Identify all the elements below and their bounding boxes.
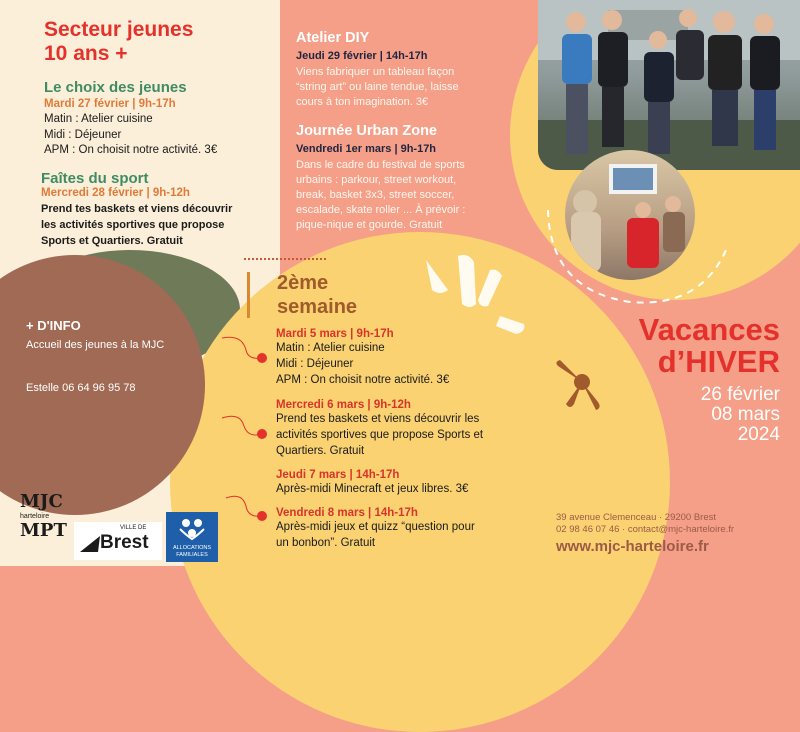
choix-line: Midi : Déjeuner	[44, 128, 122, 141]
brest-mark-icon	[78, 530, 102, 554]
decorative-bullets	[218, 330, 278, 560]
sport-heading: Faîtes du sport	[41, 170, 149, 187]
info-title: + D'INFO	[26, 318, 81, 333]
vacances-date-start: 26 février	[700, 384, 780, 405]
decorative-dashed-arc	[540, 140, 740, 310]
contact-block	[556, 512, 734, 536]
contact-address: 39 avenue Clemenceau · 29200 Brest	[556, 512, 717, 523]
urban-line: Dans le cadre du festival de sports	[296, 159, 465, 171]
urban-line: pique-nique et gourde. Gratuit	[296, 219, 443, 231]
choix-date: Mardi 27 février | 9h-17h	[44, 98, 176, 110]
urban-line: urbains : parkour, street workout,	[296, 174, 457, 186]
atelier-title: Atelier DIY	[296, 30, 370, 46]
event-date: Mardi 5 mars | 9h-17h	[276, 328, 394, 340]
atelier-date: Jeudi 29 février | 14h-17h	[296, 50, 428, 62]
sport-block	[41, 170, 279, 249]
vacances-title	[560, 314, 780, 378]
bullet-dot-icon	[257, 511, 267, 521]
week2-event	[276, 507, 526, 551]
info-subtitle: Accueil des jeunes à la MJC	[26, 339, 165, 351]
event-line: Après-midi jeux et quizz “question pour	[276, 521, 475, 533]
week2-event	[276, 469, 526, 497]
vacances-title-line2: d’HIVER	[657, 344, 780, 379]
week2-event	[276, 328, 526, 388]
brest-logo-text: Brest	[100, 532, 149, 553]
decorative-bar	[247, 272, 250, 318]
caf-logo-line1: ALLOCATIONS	[172, 545, 212, 551]
event-line: Quartiers. Gratuit	[276, 445, 365, 457]
atelier-line: cours à ton imagination. 3€	[296, 96, 429, 108]
event-date: Vendredi 8 mars | 14h-17h	[276, 507, 418, 519]
decorative-dotted-line	[244, 258, 326, 260]
urban-date: Vendredi 1er mars | 9h-17h	[296, 143, 437, 155]
info-phone: Estelle 06 64 96 95 78	[26, 382, 136, 394]
website-link[interactable]: www.mjc-harteloire.fr	[556, 538, 709, 555]
caf-logo-line2: FAMILIALES	[176, 552, 208, 558]
caf-family-icon	[176, 515, 208, 543]
section-title	[44, 18, 274, 66]
caf-logo	[166, 512, 218, 562]
vacances-title-line1: Vacances	[638, 312, 780, 347]
brest-logo-small: VILLE DE	[120, 525, 147, 531]
mjc-logo-top: MJC	[20, 491, 63, 512]
brest-logo	[74, 522, 162, 560]
event-line: APM : On choisit notre activité. 3€	[276, 374, 450, 386]
event-line: Matin : Atelier cuisine	[276, 342, 385, 354]
sport-line: Sports et Quartiers. Gratuit	[41, 235, 183, 247]
event-date: Mercredi 6 mars | 9h-12h	[276, 399, 411, 411]
event-line: activités sportives que propose Sports et	[276, 429, 484, 441]
week2-title-line2: semaine	[277, 296, 358, 318]
section-title-line2: 10 ans +	[44, 42, 128, 65]
contact-phone-email: 02 98 46 07 46 · contact@mjc-harteloire.fr	[556, 524, 735, 535]
choix-line: Matin : Atelier cuisine	[44, 113, 153, 125]
vacances-year: 2024	[737, 424, 780, 445]
bullet-dot-icon	[257, 353, 267, 363]
section-title-line1: Secteur jeunes	[44, 18, 194, 41]
urban-description	[296, 158, 516, 233]
vacances-dates	[590, 385, 780, 445]
mjc-logo	[20, 492, 72, 562]
event-date: Jeudi 7 mars | 14h-17h	[276, 469, 400, 481]
caf-logo-text	[167, 545, 217, 559]
choix-block	[44, 79, 279, 159]
choix-line: APM : On choisit notre activité. 3€	[44, 144, 218, 156]
atelier-description	[296, 65, 496, 110]
decorative-drops-icon	[418, 250, 528, 340]
bullet-dot-icon	[257, 429, 267, 439]
sport-line: les activités sportives que propose	[41, 219, 225, 231]
event-line: Midi : Déjeuner	[276, 358, 354, 370]
mjc-logo-bottom: MPT	[20, 520, 67, 541]
week2-title-line1: 2ème	[277, 272, 329, 294]
urban-line: break, basket 3x3, street soccer,	[296, 189, 455, 201]
sport-line: Prend tes baskets et viens découvrir	[41, 203, 233, 215]
urban-line: escalade, skate roller ... À prévoir :	[296, 204, 466, 216]
atelier-line: Viens fabriquer un tableau façon	[296, 66, 455, 78]
vacances-date-end: 08 mars	[711, 404, 780, 425]
event-line: Prend tes baskets et viens découvrir les	[276, 413, 480, 425]
choix-heading: Le choix des jeunes	[44, 79, 187, 96]
event-line: un bonbon”. Gratuit	[276, 537, 376, 549]
mjc-logo-mid: harteloire	[20, 513, 50, 520]
event-line: Après-midi Minecraft et jeux libres. 3€	[276, 483, 469, 495]
urban-title: Journée Urban Zone	[296, 123, 437, 139]
week2-event	[276, 399, 536, 459]
sport-date: Mercredi 28 février | 9h-12h	[41, 187, 190, 199]
atelier-line: “string art” ou laine tendue, laisse	[296, 81, 459, 93]
week2-title	[277, 271, 427, 319]
